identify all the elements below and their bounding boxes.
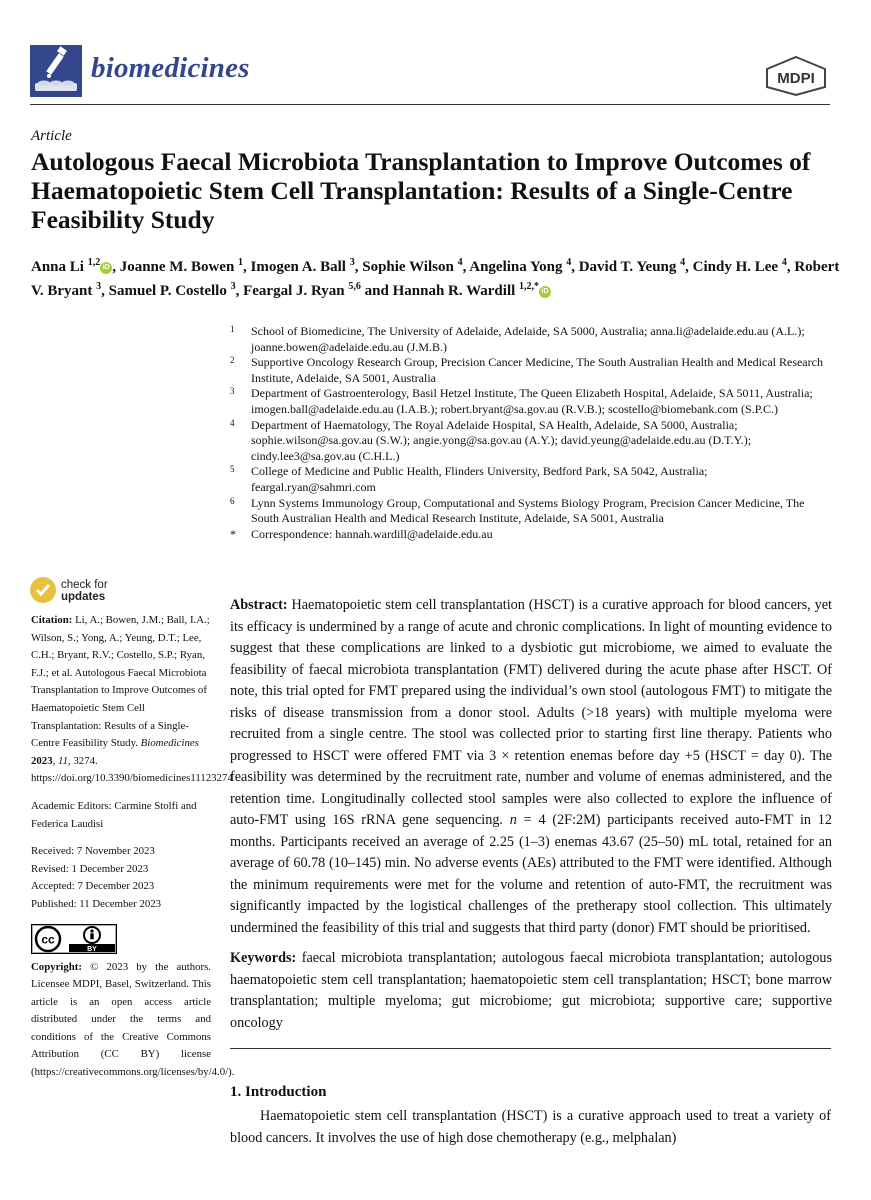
affiliation-number: 1	[230, 324, 235, 334]
affiliation-number: *	[230, 526, 236, 541]
affiliation-text: Department of Gastroenterology, Basil Hetzel Institute, The Queen Elizabeth Hospital, Adelaide, SA 5011, Australia; imogen.ball@adelaide.edu.au (I.A.B.); robert.bryant@sa.gov.au (R.V.B.); scostello@biomebank.com (S.P.C.)	[251, 386, 813, 416]
author-affiliation-marker: 1,2	[87, 257, 101, 268]
author-affiliation-marker: 1	[238, 257, 244, 268]
author-name[interactable]: Anna Li	[31, 259, 84, 275]
header-divider	[30, 104, 830, 105]
check-updates-icon	[30, 577, 56, 603]
author-name[interactable]: Cindy H. Lee	[692, 259, 779, 275]
affiliation-text: Department of Haematology, The Royal Adelaide Hospital, SA Health, Adelaide, SA 5000, Australia; sophie.wilson@sa.gov.au (S.W.); angie.yong@sa.gov.au (A.Y.); david.yeung@adelaide.edu.au (D.T.Y.); cindy.lee3@sa.gov.au (C.H.L.)	[251, 417, 752, 463]
check-for-updates-button[interactable]	[30, 577, 130, 607]
affiliation-item	[230, 464, 835, 495]
journal-name[interactable]: biomedicines	[91, 52, 250, 84]
orcid-icon[interactable]: iD	[539, 286, 551, 298]
check-updates-line1: check for	[61, 579, 108, 591]
author-list	[31, 253, 841, 301]
affiliation-number: 5	[230, 464, 235, 475]
author-affiliation-marker: 3	[96, 281, 102, 292]
affiliation-item	[230, 418, 835, 465]
cc-by-license-icon[interactable]	[31, 924, 117, 954]
affiliation-number: 6	[230, 495, 235, 506]
author-separator: ,	[786, 259, 795, 275]
citation: Citation: Li, A.; Bowen, J.M.; Ball, I.A.; Wilson, S.; Yong, A.; Yeung, D.T.; Lee, C.H.; Bryant, R.V.; Costello, S.P.; Ryan, F.J.; et al. Autologous Faecal Microbiota Transplantation to Improve Outcomes of Haematopoietic Stem Cell Transplantation: Results of a Single-Centre Feasibility Study. Biomedicines 2023, 11, 3274. https://doi.org/10.3390/biomedicines11123274	[31, 614, 233, 785]
author-separator: ,	[101, 283, 109, 299]
author-name[interactable]: Samuel P. Costello	[108, 283, 227, 299]
author-name[interactable]: Sophie Wilson	[362, 259, 454, 275]
svg-text:BY: BY	[87, 945, 97, 953]
affiliation-text: Lynn Systems Immunology Group, Computational and Systems Biology Program, Precision Cancer Medicine, The South Australian Health and Medical Research Institute, Adelaide, SA 5001, Australia	[251, 495, 805, 526]
affiliation-number: 2	[230, 355, 235, 366]
author-name[interactable]: Feargal J. Ryan	[243, 283, 345, 299]
author-name[interactable]: Joanne M. Bowen	[119, 259, 235, 275]
author-separator: ,	[112, 259, 120, 275]
article-type: Article	[31, 128, 72, 144]
sidebar	[31, 612, 235, 1082]
affiliation-item	[230, 355, 835, 386]
author-affiliation-marker: 4	[680, 257, 686, 268]
copyright: Copyright: © 2023 by the authors. Licensee MDPI, Basel, Switzerland. This article is an open access article distributed under the terms and conditions of the Creative Commons Attribution (CC BY) license (https://creativecommons.org/licenses/by/4.0/).	[31, 960, 235, 1079]
affiliation-item	[230, 527, 835, 543]
affiliation-number: 3	[230, 386, 235, 397]
published-date: Published: 11 December 2023	[31, 897, 162, 910]
author-separator: ,	[462, 259, 470, 275]
check-updates-line2: updates	[61, 591, 106, 603]
affiliation-item	[230, 496, 835, 527]
affiliation-item	[230, 386, 835, 417]
author-separator: ,	[571, 259, 579, 275]
author-affiliation-marker: 4	[457, 257, 463, 268]
author-separator: ,	[685, 259, 693, 275]
academic-editors: Academic Editors: Carmine Stolfi and Federica Laudisi	[31, 799, 197, 830]
revised-date: Revised: 1 December 2023	[31, 862, 149, 875]
affiliation-text: Supportive Oncology Research Group, Precision Cancer Medicine, The South Australian Health and Medical Research Institute, Adelaide, SA 5001, Australia	[251, 355, 823, 385]
author-affiliation-marker: 5,6	[348, 281, 361, 292]
doi-link[interactable]: , 3274. https://doi.org/10.3390/biomedicines11123274	[31, 754, 233, 785]
introduction-heading: 1. Introduction	[230, 1084, 327, 1100]
affiliations	[230, 324, 835, 542]
introduction-text: Haematopoietic stem cell transplantation (HSCT) is a curative approach used to treat a variety of blood cancers. It involves the use of high dose chemotherapy (e.g., melphalan)	[230, 1108, 831, 1146]
publisher-name: MDPI	[777, 70, 815, 87]
orcid-icon[interactable]: iD	[100, 262, 112, 274]
author-separator: ,	[354, 259, 363, 275]
mdpi-logo[interactable]	[763, 55, 829, 97]
author-affiliation-marker: 1,2,*	[519, 281, 540, 292]
author-name[interactable]: David T. Yeung	[578, 259, 677, 275]
keywords: Keywords: faecal microbiota transplantation; autologous faecal microbiota transplantation; autologous haematopoietic stem cell transplantation; haematopoietic stem cell transplantation; HSCT; bone marrow transplantation; multiple myeloma; gut microbiome; gut microbiota; supportive care; supportive oncology	[230, 950, 832, 1031]
author-affiliation-marker: 3	[230, 281, 236, 292]
journal-logo-icon	[30, 45, 82, 97]
article-title: Autologous Faecal Microbiota Transplantation to Improve Outcomes of Haematopoietic Stem Cell Transplantation: Results of a Single-Centre Feasibility Study	[31, 147, 811, 234]
abstract: Abstract: Haematopoietic stem cell transplantation (HSCT) is a curative approach for blood cancers, yet its efficacy is undermined by a range of acute and chronic complications. In light of mounting evidence to suggest that these complications are linked to a dysbiotic gut microbiome, we aimed to evaluate the feasibility of faecal microbiota transplantation (FMT) delivered during the acute phase after HSCT. Of note, this trial opted for FMT prepared using the individual’s own stool (autologous FMT) to mitigate the risks of disease transmission from a donor stool. Adults (>18 years) with multiple myeloma were recruited from a single centre. The stool was collected prior to starting first line therapy. Patients who progressed to HSCT were offered FMT via 3 × retention enemas before day +5 (HSCT = day 0). The feasibility was determined by the recruitment rate, number and volume of enemas administered, and the retention time. Longitudinally collected stool samples were also collected to explore the influence of auto-FMT using 16S rRNA gene sequencing. n = 4 (2F:2M) participants received auto-FMT in 12 months. Participants received an average of 2.25 (1–3) enemas 43.67 (25–50) mL total, retained for an average of 60.78 (10–145) min. No adverse events (AEs) attributed to the FMT were identified. Although the minimum requirements were met for the volume and retention of auto-FMT, the recruitment was significantly impacted by the logistical challenges of the pretherapy stool collection. This ultimately undermined the feasibility of this trial and suggests that third party (donor) FMT should be prioritised.	[230, 597, 832, 936]
section-divider	[230, 1048, 831, 1049]
svg-text:cc: cc	[41, 932, 55, 946]
received-date: Received: 7 November 2023	[31, 845, 155, 858]
author-separator: and	[360, 283, 393, 299]
author-affiliation-marker: 3	[349, 257, 355, 268]
author-name[interactable]: Robert V. Bryant	[31, 259, 840, 299]
affiliation-item	[230, 324, 835, 355]
affiliation-text: School of Biomedicine, The University of Adelaide, Adelaide, SA 5000, Australia; anna.li@adelaide.edu.au (A.L.); joanne.bowen@adelaide.edu.au (J.M.B.)	[251, 324, 805, 354]
affiliation-text: College of Medicine and Public Health, Flinders University, Bedford Park, SA 5042, Australia; feargal.ryan@sahmri.com	[251, 464, 708, 494]
author-separator: ,	[243, 259, 251, 275]
author-name[interactable]: Imogen A. Ball	[250, 259, 346, 275]
affiliation-text: Correspondence: hannah.wardill@adelaide.edu.au	[251, 526, 493, 541]
author-affiliation-marker: 4	[781, 257, 787, 268]
author-affiliation-marker: 4	[566, 257, 572, 268]
author-name[interactable]: Angelina Yong	[469, 259, 563, 275]
author-name[interactable]: Hannah R. Wardill	[392, 283, 516, 299]
accepted-date: Accepted: 7 December 2023	[31, 880, 155, 893]
author-separator: ,	[235, 283, 244, 299]
affiliation-number: 4	[230, 417, 235, 428]
